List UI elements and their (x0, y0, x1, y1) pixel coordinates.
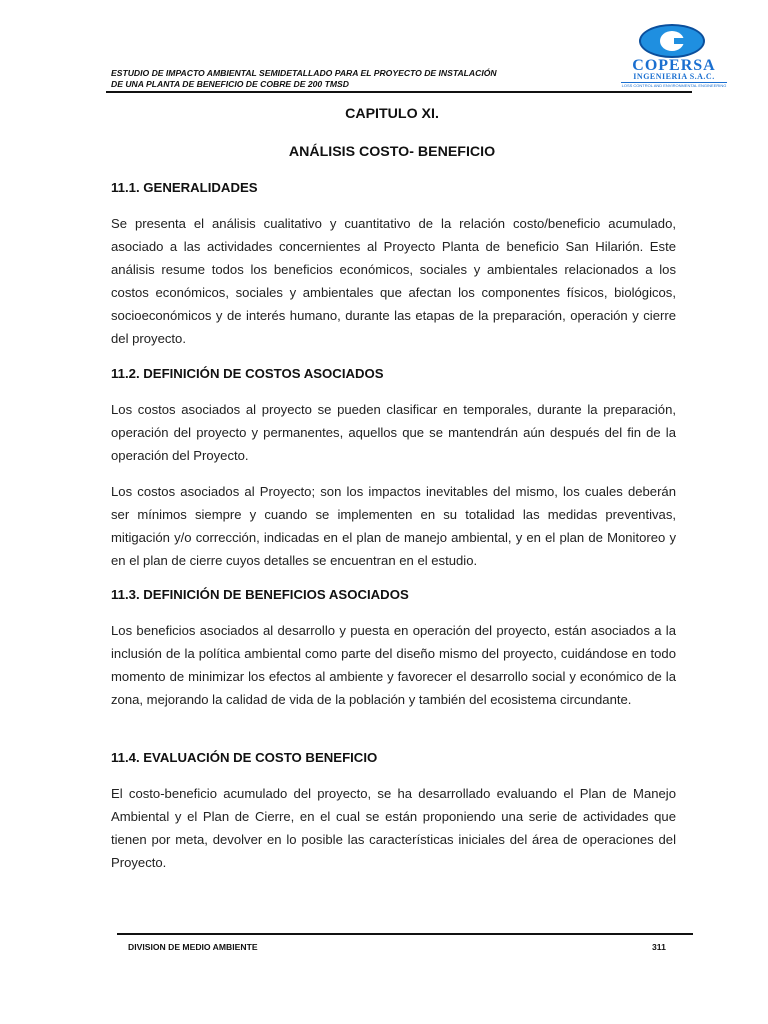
logo-subtitle: INGENIERIA S.A.C. (633, 72, 715, 81)
header-line-1: ESTUDIO DE IMPACTO AMBIENTAL SEMIDETALLADO PARA EL PROYECTO DE INSTALACIÓN (111, 68, 497, 78)
chapter-subtitle: ANÁLISIS COSTO- BENEFICIO (288, 144, 496, 160)
running-header (111, 68, 591, 90)
logo-emblem-icon (639, 24, 705, 58)
section-heading-11-1: 11.1. GENERALIDADES (111, 180, 258, 195)
paragraph-costos-2: Los costos asociados al Proyecto; son los impactos inevitables del mismo, los cuales deberán ser mínimos siempre y cuando se implementen en su totalidad las medidas preventivas, mitigación y/o corrección, indicadas en el plan de manejo ambiental, y en el plan de Monitoreo y en el plan de cierre cuyos detalles se encuentran en el estudio. (111, 484, 676, 568)
paragraph-beneficios: Los beneficios asociados al desarrollo y puesta en operación del proyecto, están asociados a la inclusión de la política ambiental como parte del diseño mismo del proyecto, cuidándose en todo momento de minimizar los efectos al ambiente y favorecer el desarrollo social y económico de la zona, mejorando la calidad de vida de la población y también del ecosistema circundante. (111, 623, 676, 707)
section-heading-11-4: 11.4. EVALUACIÓN DE COSTO BENEFICIO (111, 750, 378, 765)
chapter-title: CAPITULO XI. (345, 106, 439, 122)
paragraph-evaluacion: El costo-beneficio acumulado del proyecto, se ha desarrollado evaluando el Plan de Manejo Ambiental y el Plan de Cierre, en el cual se están proponiendo una serie de actividades que tienen por meta, devolver en lo posible las características iniciales del área de operaciones del Proyecto. (111, 786, 676, 870)
section-heading-11-2: 11.2. DEFINICIÓN DE COSTOS ASOCIADOS (111, 366, 384, 381)
footer-division: DIVISION DE MEDIO AMBIENTE (128, 942, 258, 952)
header-divider (106, 91, 692, 93)
copersa-logo (617, 22, 731, 88)
paragraph-generalidades: Se presenta el análisis cualitativo y cuantitativo de la relación costo/beneficio acumulado, asociado a las actividades concernientes al Proyecto Planta de beneficio San Hilarión. Este análisis resume todos los beneficios económicos, sociales y ambientales relacionados a los costos económicos, sociales y ambientales que afectan los componentes físicos, biológicos, socioeconómicos y de interés humano, durante las etapas de la preparación, operación y cierre del proyecto. (111, 216, 676, 346)
footer-divider (117, 933, 693, 935)
paragraph-costos-1: Los costos asociados al proyecto se pueden clasificar en temporales, durante la preparación, operación del proyecto y permanentes, aquellos que se mantendrán aún después del fin de la operación del Proyecto. (111, 402, 676, 463)
logo-name: COPERSA (632, 57, 716, 74)
logo-tagline: LOSS CONTROL AND ENVIRONMENTAL ENGINEERING (621, 83, 727, 88)
page-number: 311 (652, 942, 666, 952)
section-heading-11-3: 11.3. DEFINICIÓN DE BENEFICIOS ASOCIADOS (111, 587, 409, 602)
header-line-2: DE UNA PLANTA DE BENEFICIO DE COBRE DE 200 TMSD (111, 79, 349, 89)
